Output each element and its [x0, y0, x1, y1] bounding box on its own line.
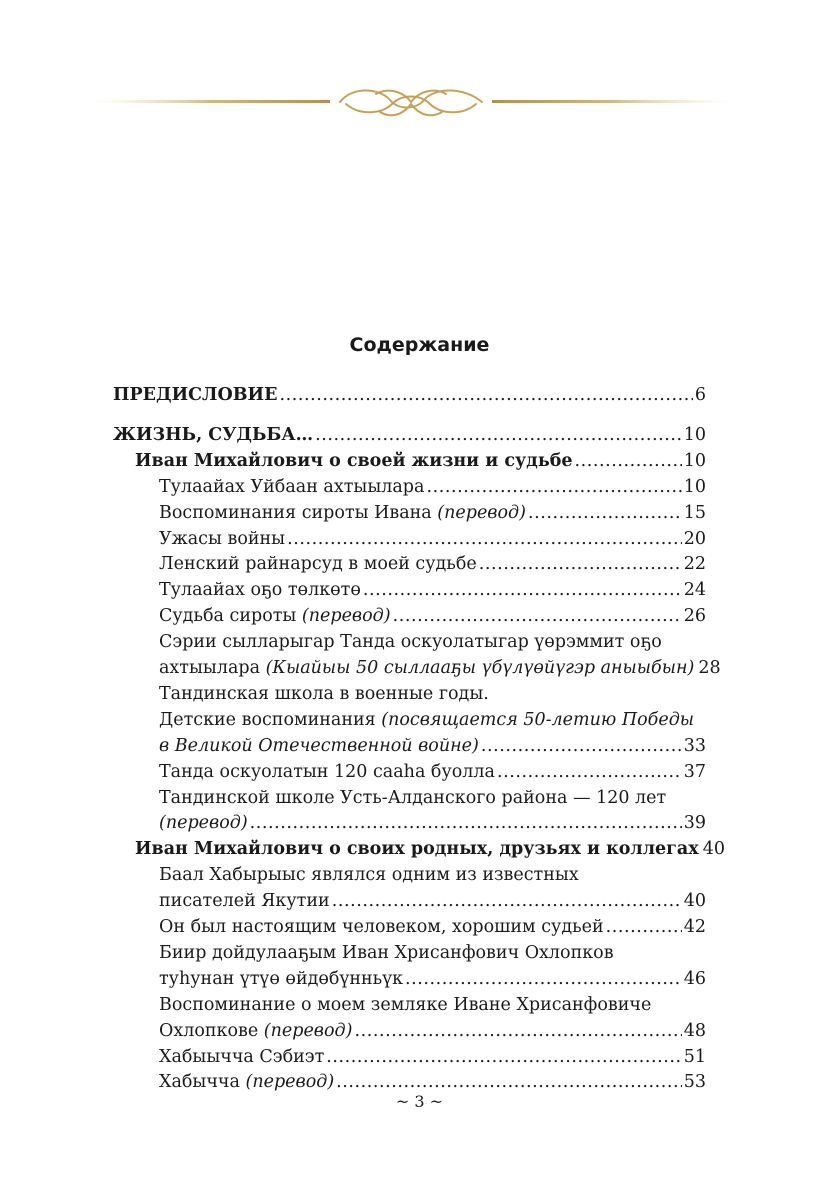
- toc-leader-dots: [393, 603, 682, 629]
- toc-page-number: 6: [694, 385, 706, 405]
- header-ornament: [90, 82, 732, 124]
- toc-leader-dots: [528, 500, 682, 526]
- toc-entry[interactable]: [159, 577, 706, 603]
- toc-entry-label: [159, 526, 285, 552]
- toc-text: ахтыылара: [159, 658, 266, 678]
- toc-entry-line: [159, 992, 706, 1018]
- toc-leader-dots: [479, 551, 682, 577]
- toc-entry-label: [159, 577, 361, 603]
- toc-text: (перевод): [301, 606, 391, 627]
- toc-text: (посвящается 50-летию Победы: [381, 709, 695, 730]
- toc-leader-dots: [497, 759, 682, 785]
- toc-entry-label: [159, 1044, 324, 1070]
- toc-entry[interactable]: [159, 914, 706, 940]
- toc-text: Иван Михайлович о своих родных, друзьях и коллегах: [135, 839, 699, 860]
- toc-text: Биир дойдулааҕым Иван Хрисанфович Охлопков: [159, 942, 614, 963]
- toc-entry[interactable]: [113, 382, 706, 408]
- toc-page-number: 51: [683, 1046, 706, 1067]
- toc-entry-label: [113, 422, 313, 448]
- toc-leader-dots: [354, 1018, 681, 1044]
- toc-entry-label: [135, 836, 699, 862]
- page-title: Содержание: [349, 334, 490, 356]
- toc-entry[interactable]: [159, 526, 706, 552]
- toc-text: ЖИЗНЬ, СУДЬБА…: [113, 424, 314, 445]
- toc-entry-line: [159, 862, 706, 888]
- toc-entry-label: [159, 603, 391, 629]
- toc-entry[interactable]: [113, 422, 706, 448]
- toc-text: Хабычча: [159, 1072, 246, 1093]
- toc-text: (перевод): [437, 502, 526, 523]
- toc-leader-dots: [405, 966, 682, 992]
- toc-entry[interactable]: [159, 500, 706, 526]
- toc-entry-line: [159, 785, 706, 811]
- toc-text: ПРЕДИСЛОВИЕ: [113, 385, 278, 405]
- toc-text: Тандинская школа в военные годы.: [159, 683, 489, 704]
- toc-leader-dots: [481, 733, 682, 759]
- toc-page-number: 26: [683, 606, 706, 627]
- toc-text: туһунан үтүө өйдөбүнньүк: [159, 968, 404, 989]
- toc-page-number: 48: [683, 1020, 706, 1041]
- toc-text: Тулаайах Уйбаан ахтыылара: [159, 476, 425, 497]
- toc-leader-dots: [426, 474, 681, 500]
- toc-entry[interactable]: [159, 733, 706, 759]
- toc-text: Охлопкове: [159, 1020, 264, 1041]
- toc-page-number: 33: [683, 735, 706, 756]
- toc-leader-dots: [315, 422, 682, 448]
- page-number: ~ 3 ~: [395, 1092, 444, 1111]
- toc-text: Воспоминания сироты Ивана: [159, 502, 438, 523]
- toc-text: Танда оскуолатын 120 сааһа буолла: [159, 761, 495, 782]
- toc-page-number: 22: [683, 554, 706, 575]
- toc-text: писателей Якутии: [159, 891, 330, 912]
- toc-entry-label: [159, 474, 424, 500]
- toc-entry[interactable]: [135, 448, 706, 474]
- toc-text: Ужасы войны: [159, 528, 286, 549]
- toc-text: (перевод): [245, 1072, 335, 1093]
- toc-text: (перевод): [263, 1020, 353, 1041]
- toc-entry-line: [159, 940, 706, 966]
- toc-page-number: 42: [683, 917, 706, 937]
- toc-leader-dots: [575, 448, 682, 474]
- toc-text: (Кыайыы 50 сыллааҕы үбүлүөйүгэр аныыбын): [265, 658, 695, 678]
- toc-text: Тулаайах оҕо төлкөтө: [159, 580, 361, 601]
- toc-leader-dots: [326, 1044, 681, 1070]
- toc-entry[interactable]: [135, 836, 725, 862]
- toc-text: Иван Михайлович о своей жизни и судьбе: [135, 450, 573, 471]
- toc-leader-dots: [363, 577, 682, 603]
- toc-entry-label: [159, 733, 479, 759]
- toc-entry-label: [159, 500, 526, 526]
- toc-entry-label: [135, 448, 573, 474]
- toc-entry[interactable]: [159, 655, 721, 681]
- toc-entry-line: [159, 629, 706, 655]
- toc-entry-label: [159, 914, 604, 940]
- toc-entry-label: [159, 759, 495, 785]
- toc-text: Баал Хабырыыс являлся одним из известных: [159, 865, 579, 886]
- toc-page-number: 10: [683, 450, 706, 471]
- toc-page-number: 37: [683, 761, 706, 782]
- toc-text: в Великой Отечественной войне): [159, 735, 479, 756]
- toc-text: Хабыычча Сэбиэт: [159, 1046, 325, 1067]
- toc-text: Судьба сироты: [159, 606, 302, 627]
- toc-text: Тандинской школе Усть-Алданского района — 120 лет: [159, 787, 667, 808]
- toc-page-number: 46: [683, 968, 706, 989]
- toc-page-number: 24: [683, 580, 706, 601]
- toc-text: Воспоминание о моем земляке Иване Хрисанфовиче: [159, 994, 652, 1015]
- toc-leader-dots: [287, 526, 682, 552]
- toc-page-number: 15: [683, 502, 706, 523]
- toc-entry-label: [159, 551, 477, 577]
- toc-entry[interactable]: [159, 810, 706, 836]
- toc-entry[interactable]: [159, 1044, 706, 1070]
- toc-entry-label: [159, 888, 330, 914]
- toc-leader-dots: [332, 888, 682, 914]
- toc-entry-label: [113, 382, 277, 408]
- toc-entry[interactable]: [159, 759, 706, 785]
- toc-entry[interactable]: [159, 603, 706, 629]
- toc-text: Он был настоящим человеком, хорошим судьей: [159, 917, 604, 937]
- toc-text: Ленский райнарсуд в моей судьбе: [159, 554, 477, 575]
- toc-entry-line: [159, 681, 706, 707]
- toc-entry[interactable]: [159, 474, 706, 500]
- toc-entry[interactable]: [159, 551, 706, 577]
- toc-text: Сэрии сылларыгар Танда оскуолатыгар үөрэммит оҕо: [159, 632, 662, 653]
- toc-page-number: 10: [683, 476, 706, 497]
- toc-entry[interactable]: [159, 888, 706, 914]
- toc-page-number: 40: [683, 891, 706, 912]
- toc-page-number: 10: [683, 424, 706, 445]
- toc-entry-label: [159, 966, 403, 992]
- toc-entry-label: [159, 655, 694, 681]
- toc-page-number: 20: [683, 528, 706, 549]
- toc-page-number: 28: [698, 658, 721, 678]
- toc-leader-dots: [606, 914, 682, 940]
- toc-entry[interactable]: [159, 1018, 706, 1044]
- toc-entry-label: [159, 1018, 352, 1044]
- toc-entry[interactable]: [159, 966, 706, 992]
- toc-entry-line: [159, 707, 706, 733]
- toc-page-number: 53: [683, 1072, 706, 1093]
- toc-text: (перевод): [159, 813, 248, 834]
- toc-entry-label: [159, 810, 248, 836]
- toc-page-number: 39: [683, 813, 706, 834]
- toc-leader-dots: [250, 810, 682, 836]
- toc-leader-dots: [279, 382, 692, 408]
- toc-page-number: 40: [702, 839, 725, 860]
- toc-text: Детские воспоминания: [159, 709, 382, 730]
